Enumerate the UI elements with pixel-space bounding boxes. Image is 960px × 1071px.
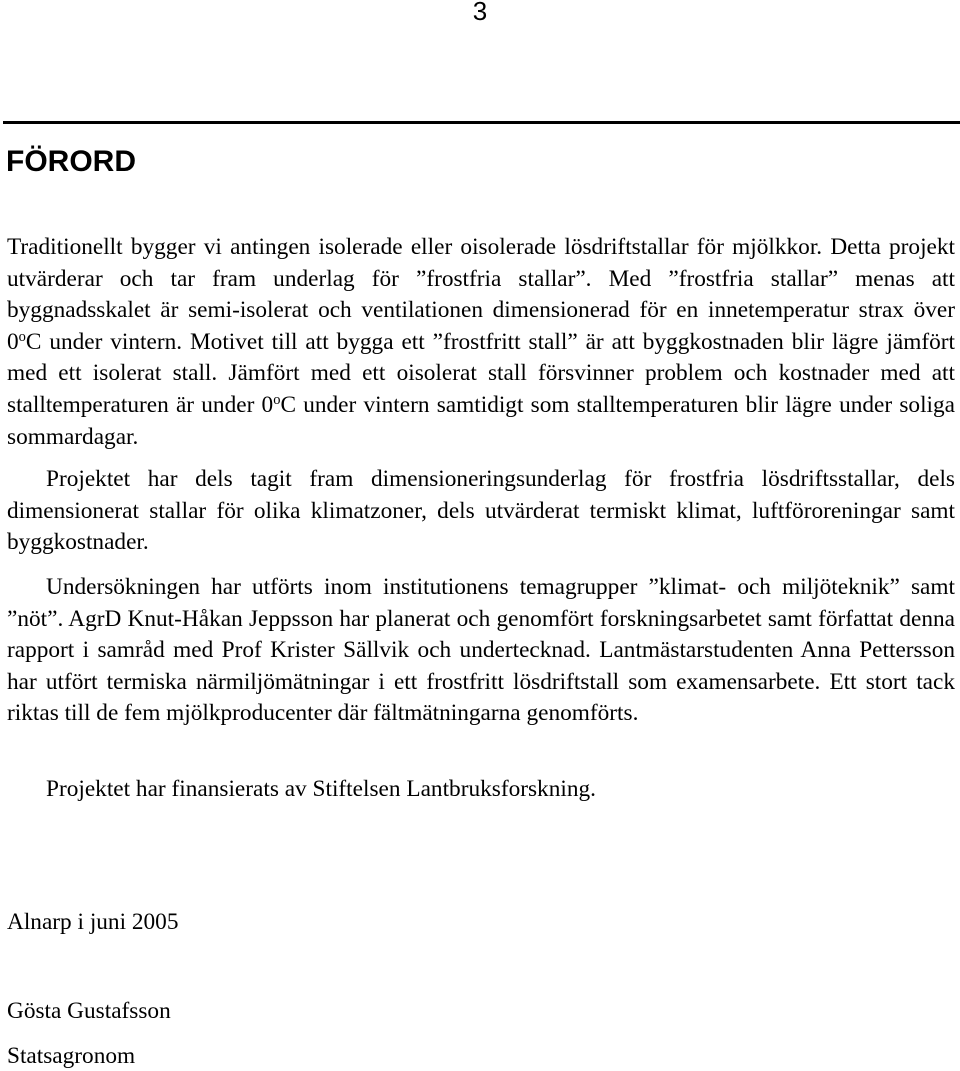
signer-name: Gösta Gustafsson [7, 998, 171, 1024]
paragraph-introduction [7, 232, 955, 453]
section-heading: FÖRORD [6, 145, 136, 178]
paragraph-funding: Projektet har finansierats av Stiftelsen Lantbruksforskning. [46, 776, 596, 802]
paragraph-text: Traditionellt bygger vi antingen isolerade eller oisolerade lösdriftstallar för mjölkkor. Detta projekt utvärderar och tar fram underlag för ”frostfria stallar”. Med ”frostfria stallar” menas att byggnadsskalet är semi-isolerat och ventilationen dimensionerad för en innetemperatur strax över 0 [7, 234, 955, 355]
page-number: 3 [472, 0, 488, 26]
degree-superscript: o [18, 328, 26, 345]
paragraph-text: C under vintern. Motivet till att bygga ett ”frostfritt stall” är att byggkostnaden blir lägre jämfört med ett isolerat stall. Jämfört med ett oisolerat stall försvinner problem och kostnader med att stalltemperaturen är under 0 [7, 328, 955, 418]
place-date: Alnarp i juni 2005 [7, 909, 179, 935]
signer-title: Statsagronom [7, 1043, 136, 1069]
paragraph-text: C under vintern samtidigt som stalltemperaturen blir lägre under soliga sommardagar. [7, 391, 955, 450]
paragraph-acknowledgements: Undersökningen har utförts inom institutionens temagrupper ”klimat- och miljöteknik” samt ”nöt”. AgrD Knut-Håkan Jeppsson har planerat och genomfört forskningsarbetet samt författat denna rapport i samråd med Prof Krister Sällvik och undertecknad. Lantmästarstudenten Anna Pettersson har utfört termiska närmiljömätningar i ett frostfritt lösdriftstall som examensarbete. Ett stort tack riktas till de fem mjölkproducenter där fältmätningarna genomförts. [7, 574, 955, 727]
section-divider [3, 121, 960, 124]
degree-superscript: o [273, 392, 281, 409]
paragraph-project-scope: Projektet har dels tagit fram dimensioneringsunderlag för frostfria lösdriftsstallar, dels dimensionerat stallar för olika klimatzoner, dels utvärderat termiskt klimat, luftföroreningar samt byggkostnader. [7, 466, 955, 556]
